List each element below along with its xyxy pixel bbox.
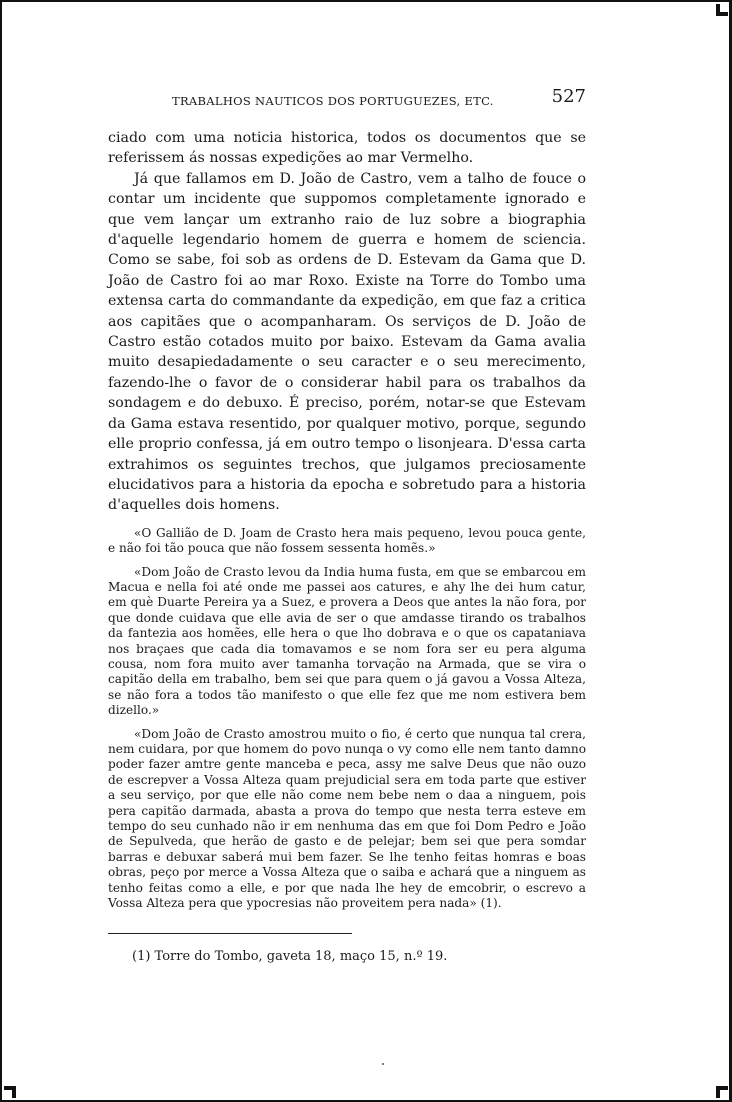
body-paragraph: Já que fallamos em D. João de Castro, vem a talho de fouce o contar um incidente que suppomos completamente ignorado e que vem lançar um extranho raio de luz sobre a biographia d'aquelle legendario homem de guerra e homem de sciencia. Como se sabe, foi sob as ordens de D. Estevam da Gama que D. João de Castro foi ao mar Roxo. Existe na Torre do Tombo uma extensa carta do commandante da expedição, em que faz a critica aos capitães que o acompanharam. Os serviços de D. João de Castro estão cotados muito por baixo. Estevam da Gama avalia muito desapiedadamente o seu caracter e o seu merecimento, fazendo-lhe o favor de o considerar habil para os trabalhos da sondagem e do debuxo. É preciso, porém, notar-se que Estevam da Gama estava resentido, por qualquer motivo, porque, segundo elle proprio confessa, já em outro tempo o lisonjeara. D'essa carta extrahimos os seguintes trechos, que julgamos preciosamente elucidativos para a historia da epocha e sobretudo para a historia d'aquelles dois homens. bbox=[108, 170, 586, 514]
body-text bbox=[108, 128, 586, 516]
body-paragraph: ciado com uma noticia historica, todos os documentos que se referissem ás nossas expedições ao mar Vermelho. bbox=[108, 130, 586, 167]
running-head bbox=[108, 86, 586, 116]
running-title: TRABALHOS NAUTICOS DOS PORTUGUEZES, ETC. bbox=[172, 94, 494, 108]
book-page bbox=[108, 86, 586, 965]
quote-paragraph: «Dom João de Crasto amostrou muito o fio, é certo que nunqua tal crera, nem cuidara, por que homem do povo nunqa o vy como elle nem tanto damno poder fazer amtre gente manceba e peca, assy me salve Deus que não ouzo de escrepver a Vossa Alteza quam prejudicial sera em toda parte que estiver a seu serviço, por que elle não come nem bebe nem o daa a ninguem, pois pera capitão darmada, abasta a prova do tempo que nesta terra esteve em tempo do seu cunhado não ir em nenhuma das em que foi Dom Pedro e João de Sepulveda, que herão de gasto e de pelejar; bem sei que pera somdar barras e debuxar saberá mui bem fazer. Se lhe tenho feitas homras e boas obras, peço por merce a Vossa Alteza que o saiba e achará que a ninguem as tenho feitas como a elle, e por que nada lhe hey de emcobrir, o escrevo a Vossa Alteza pera que ypocresias não proveitem pera nada» (1). bbox=[108, 726, 586, 911]
scan-corner-mark bbox=[4, 1086, 16, 1098]
page-number: 527 bbox=[551, 86, 586, 107]
quoted-letter bbox=[108, 526, 586, 912]
scan-speck bbox=[382, 1063, 384, 1065]
footnote: (1) Torre do Tombo, gaveta 18, maço 15, n.º 19. bbox=[132, 949, 448, 965]
footnote-divider bbox=[108, 933, 352, 934]
quote-paragraph: «Dom João de Crasto levou da India huma fusta, em que se embarcou em Macua e nella foi até onde me passei aos catures, e ahy lhe dei hum catur, em què Duarte Pereira ya a Suez, e provera a Deos que antes la não fora, por que donde cuidava que elle avia de ser o que amdasse tirando os trabalhos da fantezia aos homẽes, elle hera o que lho dobrava e o que os capataniava nos braçaes que cada dia tomavamos e se nom fora ser eu pera alguma cousa, nom fora muito aver tamanha torvação na Armada, que se vira o capitão della em trabalho, bem sei que para quem o já gavou a Vossa Alteza, se não fora a todos tão manifesto o que elle fez que me nom estivera bem dizello.» bbox=[108, 564, 586, 718]
scan-corner-mark bbox=[716, 1086, 728, 1098]
scan-corner-mark bbox=[716, 4, 728, 16]
quote-paragraph: «O Gallião de D. Joam de Crasto hera mais pequeno, levou pouca gente, e não foi tão pouca que não fossem sessenta homẽs.» bbox=[108, 525, 586, 556]
